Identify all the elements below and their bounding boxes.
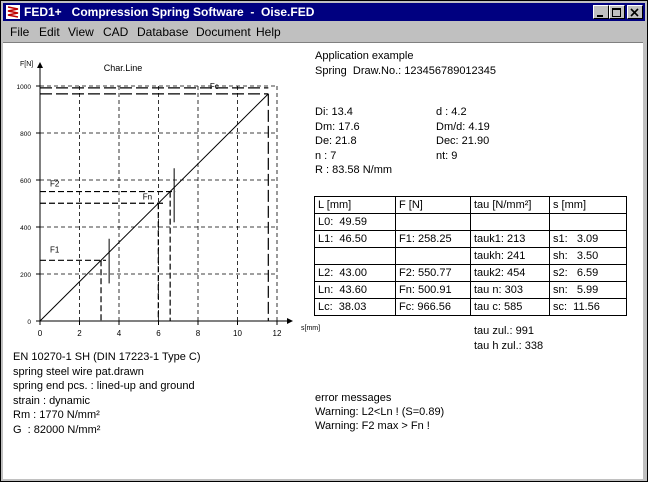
menu-bar bbox=[3, 23, 645, 41]
table-cell bbox=[396, 214, 471, 231]
table-cell: L2: 43.00 bbox=[315, 265, 396, 282]
param-dec: Dec: 21.90 bbox=[436, 135, 490, 147]
table-row bbox=[315, 214, 627, 231]
param-di: Di: 13.4 bbox=[315, 106, 353, 118]
close-icon bbox=[628, 7, 642, 19]
table-cell bbox=[471, 214, 550, 231]
y-tick-label: 0 bbox=[27, 319, 31, 326]
menu-view[interactable]: View bbox=[68, 25, 94, 39]
y-axis-label: F[N] bbox=[20, 61, 34, 68]
table-cell bbox=[550, 214, 627, 231]
col-header-l: L [mm] bbox=[315, 197, 396, 214]
x-tick-label: 8 bbox=[195, 329, 201, 338]
minimize-icon bbox=[594, 7, 608, 19]
param-n: n : 7 bbox=[315, 150, 337, 162]
spec-line-5: Rm : 1770 N/mm² bbox=[13, 409, 100, 421]
table-cell bbox=[396, 248, 471, 265]
menu-document[interactable]: Document bbox=[196, 25, 251, 39]
maximize-button[interactable] bbox=[609, 5, 625, 19]
table-cell: tauk1: 213 bbox=[471, 231, 550, 248]
param-de: De: 21.8 bbox=[315, 135, 357, 147]
characteristic-line bbox=[40, 94, 268, 321]
x-axis-arrow bbox=[287, 318, 293, 324]
results-table bbox=[314, 196, 627, 316]
title-bar[interactable] bbox=[3, 3, 645, 21]
header-line-2: Spring Draw.No.: 123456789012345 bbox=[315, 65, 497, 77]
chart-title: Char.Line bbox=[103, 63, 143, 73]
table-cell bbox=[315, 248, 396, 265]
error-line-1: Warning: L2<Ln ! (S=0.89) bbox=[315, 406, 445, 418]
table-cell: tau c: 585 bbox=[471, 299, 550, 316]
table-row bbox=[315, 231, 627, 248]
marker-label-fc: Fc bbox=[209, 81, 219, 91]
table-cell: taukh: 241 bbox=[471, 248, 550, 265]
spec-line-3: spring end pcs. : lined-up and ground bbox=[13, 380, 195, 392]
col-header-s: s [mm] bbox=[550, 197, 627, 214]
param-d: d : 4.2 bbox=[436, 106, 467, 118]
table-cell: sn: 5.99 bbox=[550, 282, 627, 299]
table-cell: L0: 49.59 bbox=[315, 214, 396, 231]
tau-h-zul: tau h zul.: 338 bbox=[474, 340, 544, 352]
y-tick-label: 1000 bbox=[16, 84, 31, 91]
table-cell: sc: 11.56 bbox=[550, 299, 627, 316]
table-cell: tau n: 303 bbox=[471, 282, 550, 299]
param-nt: nt: 9 bbox=[436, 150, 458, 162]
marker-label-f2: F2 bbox=[50, 179, 60, 189]
x-tick-label: 2 bbox=[77, 329, 82, 338]
header-line-1: Application example bbox=[315, 50, 414, 62]
table-cell: L1: 46.50 bbox=[315, 231, 396, 248]
document-area bbox=[3, 42, 643, 479]
col-header-tau: tau [N/mm²] bbox=[471, 197, 550, 214]
param-dm-d: Dm/d: 4.19 bbox=[436, 121, 490, 133]
col-header-f: F [N] bbox=[396, 197, 471, 214]
spec-line-2: spring steel wire pat.drawn bbox=[13, 366, 144, 378]
menu-database[interactable]: Database bbox=[137, 25, 189, 39]
spec-line-6: G : 82000 N/mm² bbox=[13, 424, 101, 436]
x-tick-label: 4 bbox=[116, 329, 122, 338]
table-cell: F2: 550.77 bbox=[396, 265, 471, 282]
spec-line-4: strain : dynamic bbox=[13, 395, 91, 407]
marker-label-f1: F1 bbox=[50, 245, 60, 255]
table-cell: sh: 3.50 bbox=[550, 248, 627, 265]
y-tick-label: 400 bbox=[20, 225, 31, 232]
table-row bbox=[315, 248, 627, 265]
y-tick-label: 600 bbox=[20, 178, 31, 185]
table-cell: s2: 6.59 bbox=[550, 265, 627, 282]
table-cell: Ln: 43.60 bbox=[315, 282, 396, 299]
table-cell: tauk2: 454 bbox=[471, 265, 550, 282]
table-cell: F1: 258.25 bbox=[396, 231, 471, 248]
table-cell: Lc: 38.03 bbox=[315, 299, 396, 316]
tau-zul: tau zul.: 991 bbox=[474, 325, 534, 337]
table-header-row bbox=[315, 197, 627, 214]
table-cell: Fn: 500.91 bbox=[396, 282, 471, 299]
param-dm: Dm: 17.6 bbox=[315, 121, 360, 133]
table-row bbox=[315, 265, 627, 282]
window-title: FED1+ Compression Spring Software - Oise.FED bbox=[24, 5, 315, 19]
y-axis-arrow bbox=[37, 62, 43, 68]
table-cell: Fc: 966.56 bbox=[396, 299, 471, 316]
table-row bbox=[315, 282, 627, 299]
marker-label-fn: Fn bbox=[142, 192, 153, 202]
table-row bbox=[315, 299, 627, 316]
table-cell: s1: 3.09 bbox=[550, 231, 627, 248]
menu-cad[interactable]: CAD bbox=[103, 25, 129, 39]
spring-app-icon bbox=[6, 5, 20, 19]
menu-help[interactable]: Help bbox=[256, 25, 281, 39]
y-tick-label: 200 bbox=[20, 272, 31, 279]
x-tick-label: 12 bbox=[272, 329, 282, 338]
error-line-2: Warning: F2 max > Fn ! bbox=[315, 420, 430, 432]
y-tick-label: 800 bbox=[20, 131, 31, 138]
maximize-icon bbox=[610, 7, 624, 19]
param-r: R : 83.58 N/mm bbox=[315, 164, 393, 176]
spec-line-1: EN 10270-1 SH (DIN 17223-1 Type C) bbox=[13, 351, 201, 363]
menu-edit[interactable]: Edit bbox=[39, 25, 60, 39]
menu-file[interactable]: File bbox=[10, 25, 30, 39]
minimize-button[interactable] bbox=[593, 5, 609, 19]
spring-characteristic-chart bbox=[3, 43, 321, 353]
x-tick-label: 10 bbox=[233, 329, 242, 338]
x-axis-label: s[mm] bbox=[301, 325, 321, 332]
x-tick-label: 6 bbox=[156, 329, 161, 338]
error-title: error messages bbox=[315, 392, 392, 404]
x-tick-label: 0 bbox=[37, 329, 43, 338]
close-button[interactable] bbox=[627, 5, 643, 19]
